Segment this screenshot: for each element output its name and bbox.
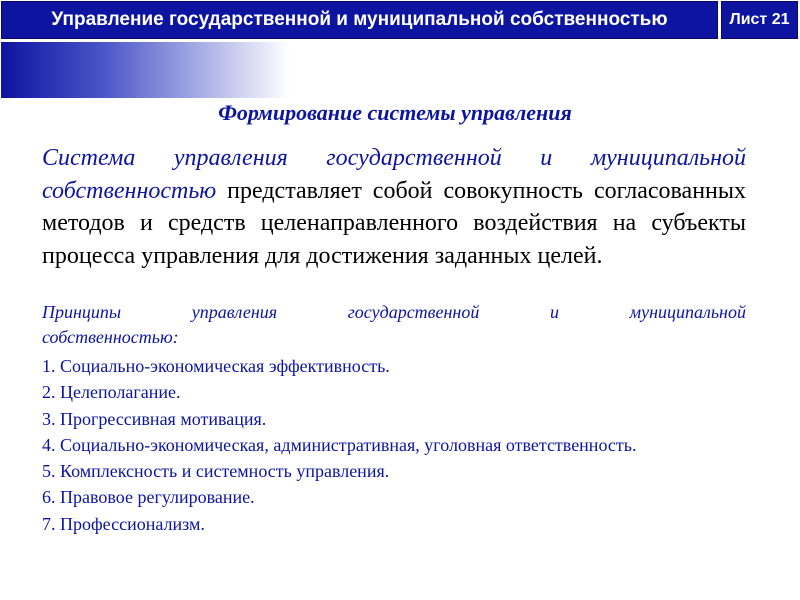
list-item: 7. Профессионализм. xyxy=(42,513,205,534)
list-item: 6. Правовое регулирование. xyxy=(42,487,255,508)
principles-heading-word: и xyxy=(549,302,559,322)
principles-heading-word: муниципальной xyxy=(629,302,746,322)
principles-heading-word: управления xyxy=(191,302,278,322)
sheet-number-label: Лист 21 xyxy=(729,11,790,28)
header-title: Управление государственной и муниципальной собственностью xyxy=(51,9,668,30)
list-item: 2. Целеполагание. xyxy=(42,382,181,403)
principles-list xyxy=(42,353,746,537)
definition-term: Система управления государственной и муниципальной собственностью xyxy=(42,145,746,204)
header-title-bar xyxy=(1,1,718,39)
principles-heading-line1 xyxy=(42,300,746,325)
list-item: 4. Социально-экономическая, административная, уголовная ответственность. xyxy=(42,434,637,455)
definition-text: представляет собой совокупность согласованных методов и средств целенаправленного воздействия на субъекты процесса управления для достижения заданных целей. xyxy=(42,177,746,269)
section-title: Формирование системы управления xyxy=(218,100,572,125)
definition-paragraph xyxy=(42,142,746,272)
decorative-gradient-bar xyxy=(1,42,290,98)
principles-heading-word: государственной xyxy=(347,302,480,322)
list-item: 1. Социально-экономическая эффективность. xyxy=(42,356,390,376)
principles-heading xyxy=(42,300,746,350)
principles-heading-word: Принципы xyxy=(42,302,122,322)
sheet-number-badge xyxy=(721,1,798,39)
list-item: 3. Прогрессивная мотивация. xyxy=(42,408,267,429)
list-item: 5. Комплексность и системность управления. xyxy=(42,461,390,482)
principles-heading-line2: собственностью: xyxy=(42,327,179,347)
